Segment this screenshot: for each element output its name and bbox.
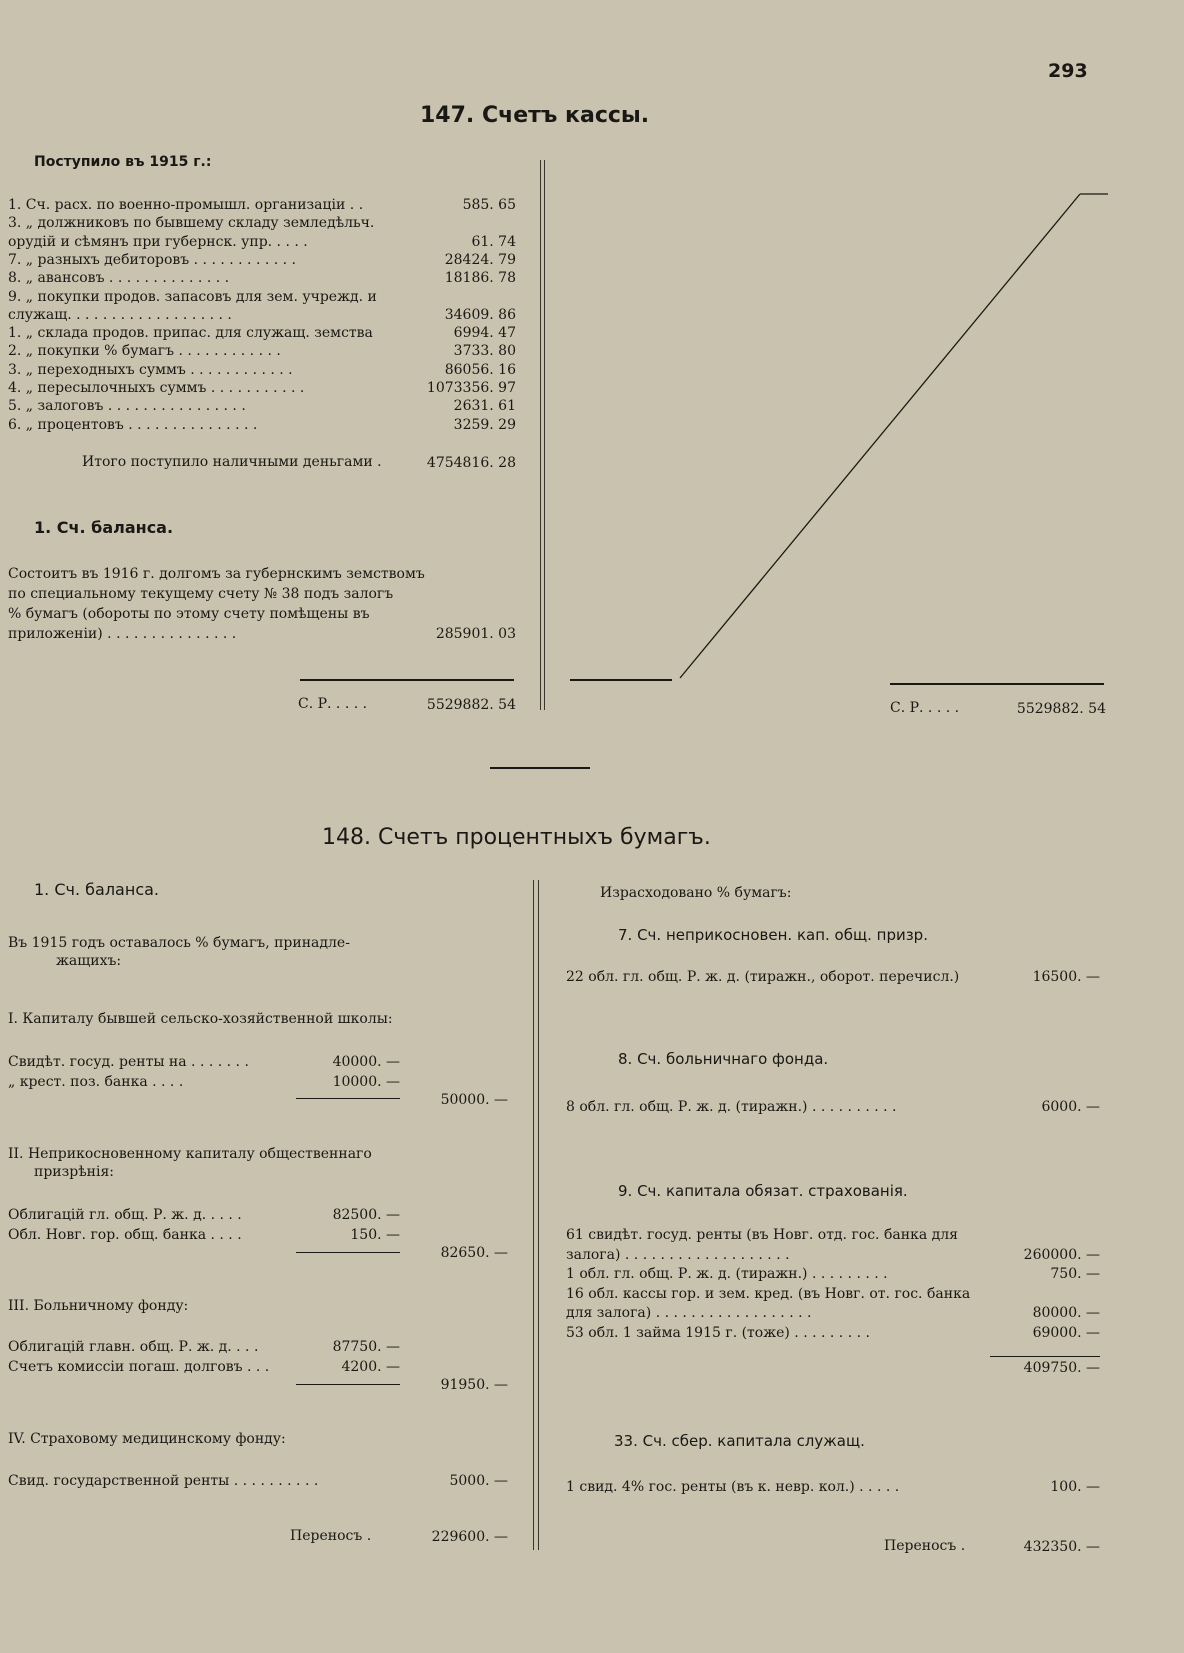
row-label: 16 обл. кассы гор. и зем. кред. (въ Новг. от. гос. банка (566, 1285, 971, 1302)
balance-line: приложенiи) . . . . . . . . . . . . . . . (8, 626, 237, 642)
row-label: орудiй и сѣмянъ при губернск. упр. . . . . (8, 233, 308, 250)
row-amount: 10000. — (332, 1074, 400, 1090)
row-amount: 82500. — (332, 1207, 400, 1223)
row-amount: 80000. — (1032, 1305, 1100, 1321)
right-carry-label: Переносъ . (884, 1538, 966, 1554)
row-amount: 34609. 86 (444, 306, 516, 323)
receipts-heading: Поступило въ 1915 г.: (34, 154, 212, 170)
row-amount: 16500. — (1032, 969, 1100, 985)
row-label: 3. „ переходныхъ суммъ . . . . . . . . . . . . (8, 361, 293, 378)
row-label: Счетъ комиссiи погаш. долговъ . . . (8, 1359, 270, 1375)
left-sum-label: С. Р. . . . . (298, 696, 368, 712)
right-sum-amount: 5529882. 54 (1016, 701, 1106, 717)
row-amount: 28424. 79 (444, 251, 516, 268)
row-label: 5. „ залоговъ . . . . . . . . . . . . . . . . (8, 398, 246, 415)
left-carry-label: Переносъ . (290, 1528, 372, 1544)
section-separator (490, 767, 590, 769)
blank-cancel-line (560, 180, 1120, 700)
row-label: Облигацiй гл. общ. Р. ж. д. . . . . (8, 1207, 242, 1223)
balance-line: Состоитъ въ 1916 г. долгомъ за губернскимъ земствомъ (8, 566, 425, 582)
column-divider (540, 160, 541, 710)
receipts-total-amount: 4754816. 28 (426, 455, 516, 471)
row-label: 1. Сч. расх. по военно-промышл. организацiи . . (8, 197, 364, 213)
row-label: 2. „ покупки % бумагъ . . . . . . . . . . . . (8, 343, 281, 360)
receipts-total-label: Итого поступило наличными деньгами . (82, 454, 382, 470)
row-label: 8 обл. гл. общ. Р. ж. д. (тиражн.) . . . . . . . . . . (566, 1099, 897, 1115)
sum-rule-left (300, 679, 514, 681)
row-amount: 69000. — (1032, 1324, 1100, 1341)
intro-line: жащихъ: (56, 953, 122, 969)
row-amount: 2631. 61 (453, 398, 516, 415)
group-title: призрѣнiя: (34, 1164, 115, 1180)
row-amount: 150. — (350, 1227, 400, 1243)
row-label: для залога) . . . . . . . . . . . . . . . . . . (566, 1305, 812, 1321)
balance-amount-147: 285901. 03 (435, 626, 516, 642)
row-amount: 5000. — (449, 1473, 508, 1489)
row-amount: 100. — (1050, 1479, 1100, 1495)
row-label: Обл. Новг. гор. общ. банка . . . . (8, 1227, 242, 1243)
row-label: 7. „ разныхъ дебиторовъ . . . . . . . . . . . . (8, 251, 297, 268)
row-amount: 1073356. 97 (426, 380, 516, 396)
row-amount: 750. — (1050, 1266, 1100, 1282)
row-label: залога) . . . . . . . . . . . . . . . . . . . (566, 1246, 790, 1263)
row-amount: 260000. — (1023, 1246, 1100, 1263)
row-amount: 585. 65 (462, 197, 516, 213)
group-total: 50000. — (440, 1092, 508, 1108)
right-sum-label: С. Р. . . . . (890, 700, 960, 716)
right-subsection-title: 33. Сч. сбер. капитала служащ. (614, 1432, 865, 1450)
row-label: служащ. . . . . . . . . . . . . . . . . . . (8, 306, 232, 323)
row-label: 1 обл. гл. общ. Р. ж. д. (тиражн.) . . . . . . . . . (566, 1266, 888, 1282)
left-carry-amount: 229600. — (431, 1529, 508, 1545)
row-amount: 6000. — (1041, 1099, 1100, 1115)
balance-line: % бумагъ (обороты по этому счету помѣщены въ (8, 606, 370, 622)
balance-line: по специальному текущему счету № 38 подъ залогъ (8, 586, 394, 602)
sum-rule-right-a (570, 679, 672, 681)
row-amount: 18186. 78 (444, 270, 516, 287)
row-label: 61 свидѣт. госуд. ренты (въ Новг. отд. гос. банка для (566, 1227, 958, 1243)
group-title: II. Неприкосновенному капиталу общественнаго (8, 1146, 372, 1162)
right-subsection-title: 7. Сч. неприкосновен. кап. общ. призр. (618, 926, 928, 944)
row-label: 6. „ процентовъ . . . . . . . . . . . . . . . (8, 416, 258, 433)
group-total: 91950. — (440, 1377, 508, 1393)
balance-heading-147: 1. Сч. баланса. (34, 518, 174, 537)
right-subsection-title: 9. Сч. капитала обязат. страхованiя. (618, 1182, 908, 1200)
row-label: 22 обл. гл. общ. Р. ж. д. (тиражн., оборот. перечисл.) (566, 969, 960, 985)
row-amount: 3733. 80 (453, 343, 516, 360)
section-148-title: 148. Счетъ процентныхъ бумагъ. (322, 825, 711, 850)
row-amount: 86056. 16 (444, 361, 516, 378)
column-divider-148 (538, 880, 539, 1550)
row-amount: 6994. 47 (453, 325, 516, 342)
group-total: 82650. — (440, 1245, 508, 1261)
group-title: IV. Страховому медицинскому фонду: (8, 1431, 286, 1447)
group-title: I. Капиталу бывшей сельско-хозяйственной школы: (8, 1011, 393, 1027)
column-divider-148 (533, 880, 534, 1550)
row-amount: 4200. — (341, 1359, 400, 1375)
row-amount: 87750. — (332, 1339, 400, 1355)
row-label: 4. „ пересылочныхъ суммъ . . . . . . . . . . . (8, 380, 305, 396)
right-subsection-title: 8. Сч. больничнаго фонда. (618, 1050, 829, 1068)
row-label: 3. „ должниковъ по бывшему складу земледѣльч. (8, 215, 375, 232)
row-label: Свид. государственной ренты . . . . . . . . . . (8, 1473, 319, 1489)
row-label: 9. „ покупки продов. запасовъ для зем. учрежд. и (8, 288, 377, 305)
right-group-total: 409750. — (1023, 1360, 1100, 1376)
right-carry-amount: 432350. — (1023, 1539, 1100, 1555)
row-label: Облигацiй главн. общ. Р. ж. д. . . . (8, 1339, 259, 1355)
row-amount: 61. 74 (471, 233, 516, 250)
intro-line: Въ 1915 годъ оставалось % бумагъ, принадле- (8, 935, 350, 951)
row-label: Свидѣт. госуд. ренты на . . . . . . . (8, 1054, 249, 1070)
right-heading: Израсходовано % бумагъ: (600, 885, 792, 901)
row-label: 1 свид. 4% гос. ренты (въ к. невр. кол.) . . . . . (566, 1479, 900, 1495)
row-label: 8. „ авансовъ . . . . . . . . . . . . . . (8, 270, 230, 287)
row-label: „ крест. поз. банка . . . . (8, 1074, 184, 1090)
balance-heading-148: 1. Сч. баланса. (34, 880, 159, 899)
group-title: III. Больничному фонду: (8, 1298, 189, 1314)
column-divider (544, 160, 545, 710)
row-amount: 3259. 29 (453, 416, 516, 433)
left-sum-amount: 5529882. 54 (426, 697, 516, 713)
row-label: 1. „ склада продов. припас. для служащ. земства (8, 325, 373, 342)
page-number: 293 (1048, 60, 1088, 82)
section-147-title: 147. Счетъ кассы. (420, 103, 650, 128)
row-amount: 40000. — (332, 1054, 400, 1070)
row-label: 53 обл. 1 займа 1915 г. (тоже) . . . . . . . . . (566, 1324, 870, 1341)
subtotal-rule (990, 1356, 1100, 1357)
sum-rule-right-b (890, 683, 1104, 685)
